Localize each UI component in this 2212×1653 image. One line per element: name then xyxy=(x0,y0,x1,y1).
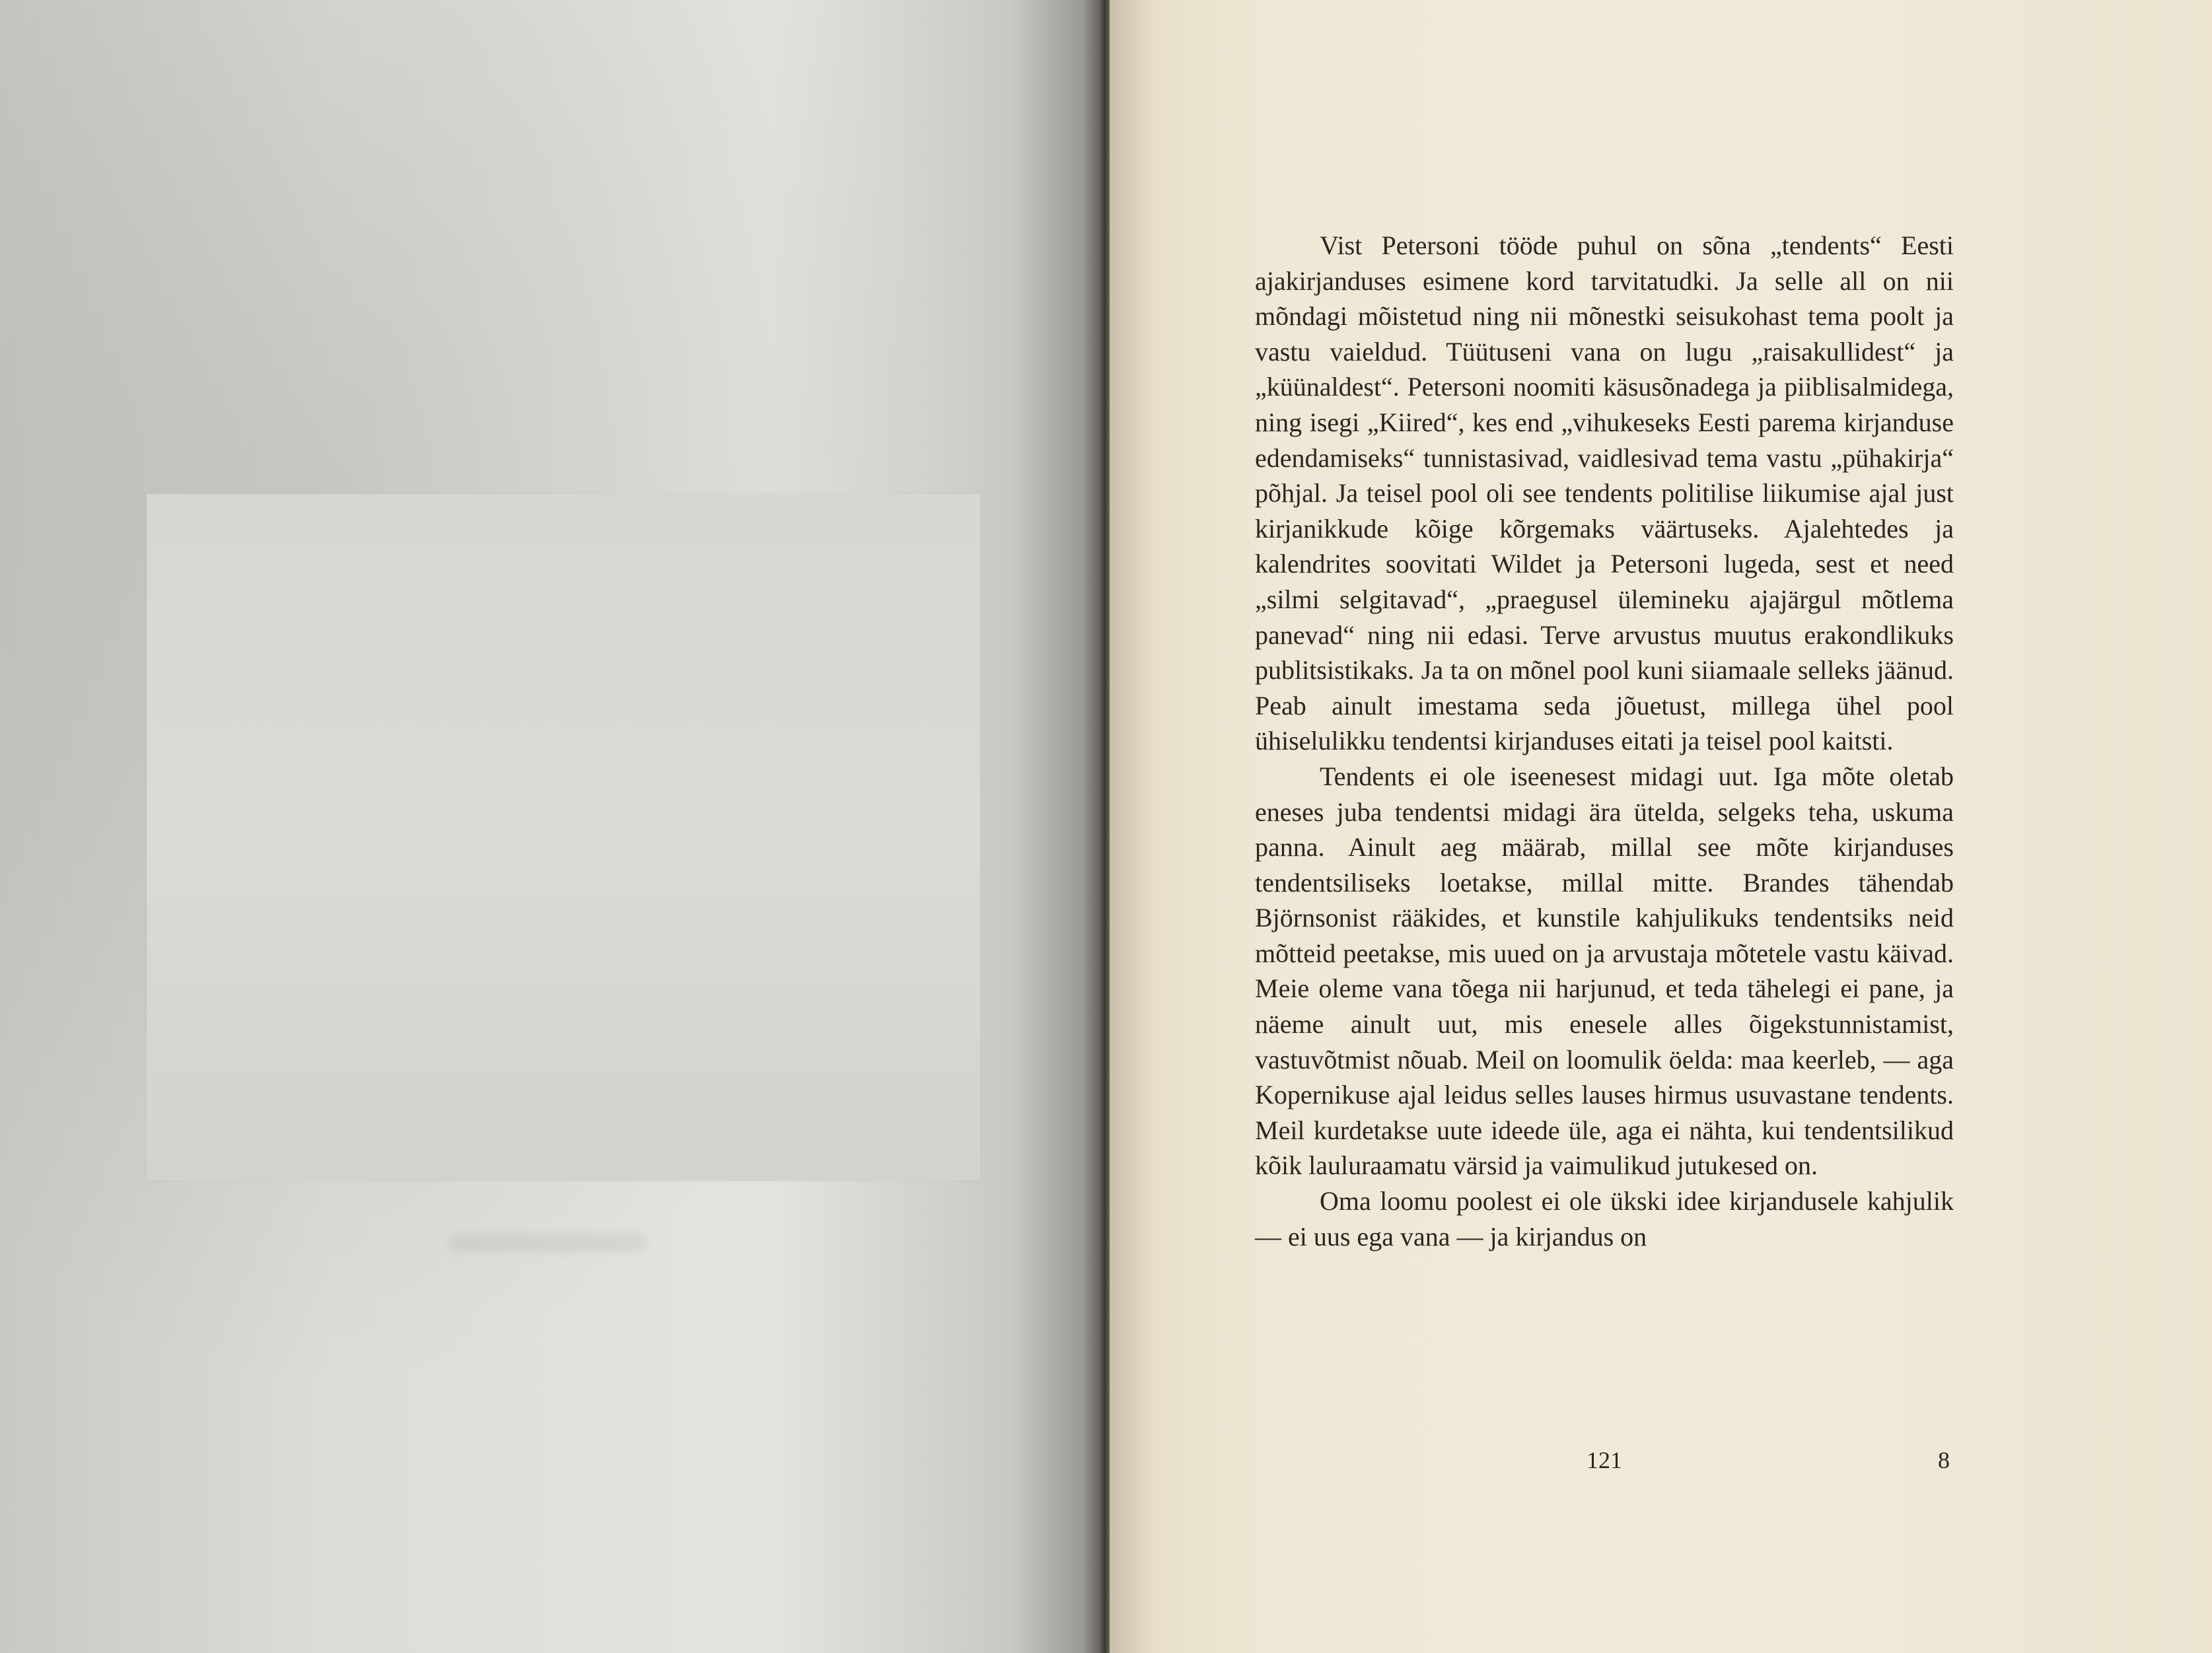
right-page xyxy=(1110,0,2212,1653)
paragraph: Tendents ei ole iseenesest midagi uut. Iga mõte oletab eneses juba tendentsi midagi ära ütelda, selgeks teha, uskuma panna. Ainult aeg määrab, millal see mõte kirjanduses tendentsiliseks loetakse, millal mitte. Brandes tähendab Björnsonist rääkides, et kunstile kahjulikuks tendentsiks neid mõtteid peetakse, mis uued on ja arvustaja mõtetele vastu käivad. Meie oleme vana tõega nii harjunud, et teda tähelegi ei pane, ja näeme ainult uut, mis enesele alles õigekstunnistamist, vastuvõtmist nõuab. Meil on loomulik öelda: maa keerleb, — aga Kopernikuse ajal leidus selles lauses hirmus usuvastane tendents. Meil kurdetakse uute ideede üle, aga ei nähta, kui tendentsilikud kõik lauluraamatu värsid ja vaimulikud jutukesed on. xyxy=(1255,761,1954,1181)
left-page xyxy=(0,0,1100,1653)
body-text xyxy=(1255,228,1954,1254)
paragraph: Vist Petersoni tööde puhul on sõna „tendents“ Eesti ajakirjanduses esimene kord tarvitatudki. Ja selle all on nii mõndagi mõistetud ning nii mõnestki seisukohast tema poolt ja vastu vaieldud. Tüütuseni vana on lugu „raisakullidest“ ja „küünaldest“. Petersoni noomiti käsusõnadega ja piiblisalmidega, ning isegi „Kiired“, kes end „vihukeseks Eesti parema kirjanduse edendamiseks“ tunnistasivad, vaidlesivad tema vastu „pühakirja“ põhjal. Ja teisel pool oli see tendents politilise liikumise ajal just kirjanikkude kõige kõrgemaks väärtuseks. Ajalehtedes ja kalendrites soovitati Wildet ja Petersoni lugeda, sest et need „silmi selgitavad“, „praegusel ülemineku ajajärgul mõtlema panevad“ ning nii edasi. Terve arvustus muutus erakondlikuks publitsistikaks. Ja ta on mõnel pool kuni siiamaale selleks jäänud. Peab ainult imestama seda jõuetust, millega ühel pool ühiselulikku tendentsi kirjanduses eitati ja teisel pool kaitsti. xyxy=(1255,230,1954,756)
page-footer xyxy=(1255,1446,1954,1479)
signature-mark: 8 xyxy=(1938,1447,1950,1473)
paragraph: Oma loomu poolest ei ole ükski idee kirjandusele kahjulik — ei uus ega vana — ja kirjandus on xyxy=(1255,1186,1954,1251)
blank-plate-area xyxy=(147,494,980,1181)
page-number: 121 xyxy=(1587,1447,1622,1473)
faded-plate-caption xyxy=(449,1234,647,1252)
